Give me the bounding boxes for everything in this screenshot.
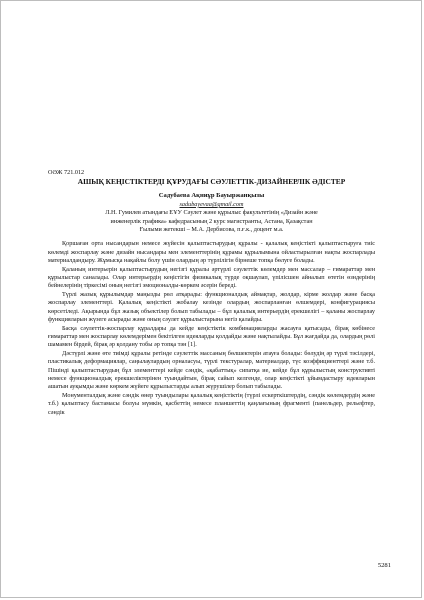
body-paragraph: Монументалдық және сәндік өнер туындылары қалалық кеңістіктің (түрлі ескерткіштердің, сәндік көлемдердің және т.б.) қалыптасу бастамасы болуы мүмкін, қасбеттің немесе планшеттің қаңлағының фрагменті (панельдер, рельефтер, сәндік [48, 391, 375, 416]
article-body [48, 169, 375, 417]
supervisor-line: Ғылыми жетекші – М.А. Дербисова, п.ғ.к., доцент м.а. [139, 226, 284, 234]
author-affiliation [48, 209, 375, 234]
body-paragraph: Қоршаған орта нысандарын немесе жүйесін қалыптастырудың құралы - қалалық кеңістікті қалыптастыруға тиіс көлемді жоспарлау және дизайн нысандары мен элементтерінің құрамы құрылымына ойластырылған нақты жоспарлады материалдандыру. Жұмысқа нақайлы болу үшін олардың әр түрлілігін бірнеше топқа бөлуге болады. [48, 240, 375, 265]
article-title: АШЫҚ КЕҢІСТІКТЕРДІ ҚҰРУДАҒЫ СӘУЛЕТТІК-ДИЗАЙНЕРЛІК ӘДІСТЕР [77, 177, 346, 187]
body-paragraph: Түрлі жазық құрылымдар маңызды рөл атқарады: функционалдық аймақтар, жолдар, кірме жолдар және басқа жоспарлау элементтері. Қалалық кеңістікті жобалау кезінде олардың жоспарланған өлшемдері, конфигурациясы көрсетіледі. Ақырында бұл жазық объектілер болып табылады – бұл қалалық интерьердің ерекшелігі – қаланы жоспарлау функцияларын жүзеге асырады және оның сәулет құрылыстарына негіз қалайды. [48, 290, 375, 324]
affiliation-line: Л.Н. Гумилев атындағы ЕҰУ Сәулет және құрылыс факультетінің «Дизайн және [105, 209, 318, 217]
author-name: Садубаева Ақниұр Бауыржанқызы [158, 192, 265, 200]
body-paragraph: Басқа сәулеттік-жоспарлау құралдары да кейде кеңістіктік комбинацияларды жасауға қатысады, бірақ көбінесе ғимараттар мен жоспарлау көлемдерімен бекітілген идеяларды қолдайды және нақтылайды. Бұл жағдайда да, олардың рөлі шамамен бірдей, бірақ әр қолдану тобы әр топқа тән [1]. [48, 324, 375, 349]
body-paragraph: Қаланың интерьерін қалыптастырудың негізгі құралы әртүрлі сәулеттік көлемдер мен массалар – ғимараттар мен құрылыстар саналады. Олар интерьердің кеңістігін физикалық түрде оқшаулап, үпілісшен айналып өтетін өзндерінің бейнелерінің тіркесімі оның негізгі эмоционалды-көркем әсерін береді. [48, 265, 375, 290]
udk-code: ОӘЖ 721.012 [48, 169, 85, 176]
author-email[interactable]: sadubayevaa@gmail.com [179, 200, 244, 208]
affiliation-line: инженерлік графика» кафедрасының 2 курс магистранты, Астана, Қазақстан [110, 217, 313, 225]
page-number: 5281 [377, 562, 391, 569]
body-paragraph: Дәстүрлі және өте тиімді құралы ретінде сәулеттік массаның бөлшектерін атауға болады: бөлудің әр түрлі тәсілдері, пластикалық деформациялар, саңылаулардың орналасуы, түрлі текстуралар, материалдар, түс коэффициенттері және т.б. Пішінді қалыптастырудың бұл элементтері кейде сәндік, «қабаттық» сипатқа ие, кейде бұл құрылыстың конструктивті немесе функционалдық ерекшеліктерінен туындайтын, бірақ сайып келгенде, олар кеңістікті ұйымдастыру идеяларын ашатын ауқымды және көркем жүйеге құрылыстарды алып жүрушілер болып табылады. [48, 349, 375, 391]
